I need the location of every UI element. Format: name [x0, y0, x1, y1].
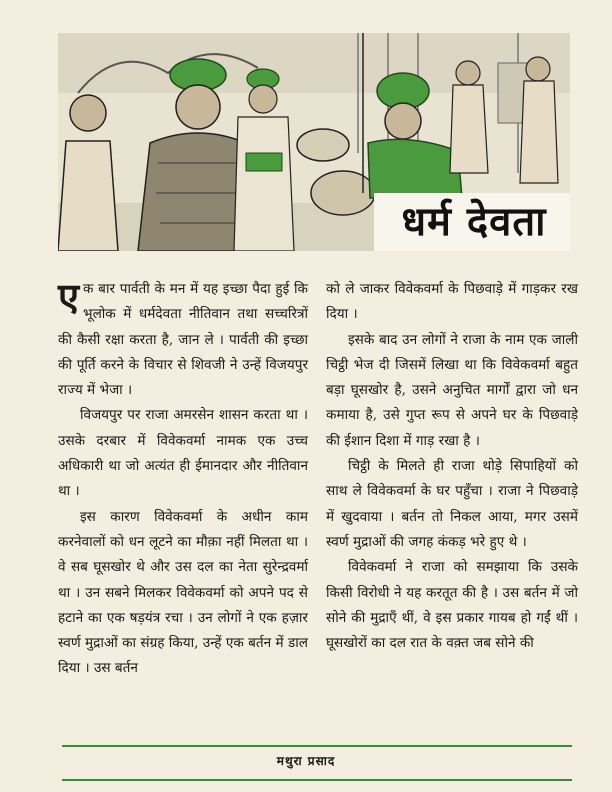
- paragraph: विवेकवर्मा ने राजा को समझाया कि उसके किसी विरोधी ने यह करतूत की है । उस बर्तन में जो सोने की मुद्राएँ थीं, वे इस प्रकार गायब हो गईं थीं । घूसखोरों का दल रात के वक़्त जब सोने की: [326, 559, 578, 652]
- paragraph: चिट्ठी के मिलते ही राजा थोड़े सिपाहियों को साथ ले विवेकवर्मा के घर पहुँचा । राजा ने पिछवाड़े में खुदवाया । बर्तन तो निकल आया, मगर उसमें स्वर्ण मुद्राओं की जगह कंकड़ भरे हुए थे ।: [326, 458, 578, 550]
- divider-top: [62, 745, 572, 747]
- right-column: [326, 277, 578, 656]
- left-column: [58, 277, 308, 682]
- paragraph: इस कारण विवेकवर्मा के अधीन काम करनेवालों को धन लूटने का मौक़ा नहीं मिलता था । वे सब घूसखोर थे और उस दल का नेता सुरेन्द्रवर्मा था । उन सबने मिलकर विवेकवर्मा को अपने पद से हटाने का एक षड़यंत्र रचा । उन लोगों ने एक हज़ार स्वर्ण मुद्राओं का संग्रह किया, उन्हें एक बर्तन में डाल दिया । उस बर्तन: [58, 508, 308, 677]
- paragraph: को ले जाकर विवेकवर्मा के पिछवाड़े में गाड़कर रख दिया ।: [326, 281, 578, 323]
- paragraph: [58, 277, 308, 403]
- divider-bottom: [62, 779, 572, 781]
- paragraph: विजयपुर पर राजा अमरसेन शासन करता था । उसके दरबार में विवेकवर्मा नामक एक उच्च अधिकारी था जो अत्यंत ही ईमानदार और नीतिवान था ।: [58, 407, 308, 500]
- paragraph: इसके बाद उन लोगों ने राजा के नाम एक जाली चिट्ठी भेज दी जिसमें लिखा था कि विवेकवर्मा बहुत बड़ा घूसखोर है, उसने अनुचित मार्गों द्वारा जो धन कमाया है, उसे गुप्त रूप से अपने घर के पिछवाड़े की ईशान दिशा में गाड़ रखा है ।: [326, 331, 578, 449]
- paragraph-text: क बार पार्वती के मन में यह इच्छा पैदा हुई कि भूलोक में धर्मदेवता नीतिवान तथा सच्चरित्रों की कैसी रक्षा करता है, जान ले । पार्वती की इच्छा की पूर्ति करने के विचार से शिवजी ने उन्हें विजयपुर राज्य में भेजा ।: [58, 281, 308, 399]
- author-credit: मथुरा प्रसाद: [276, 754, 336, 768]
- story-title: धर्म देवता: [401, 199, 547, 245]
- drop-cap: ए: [58, 275, 80, 319]
